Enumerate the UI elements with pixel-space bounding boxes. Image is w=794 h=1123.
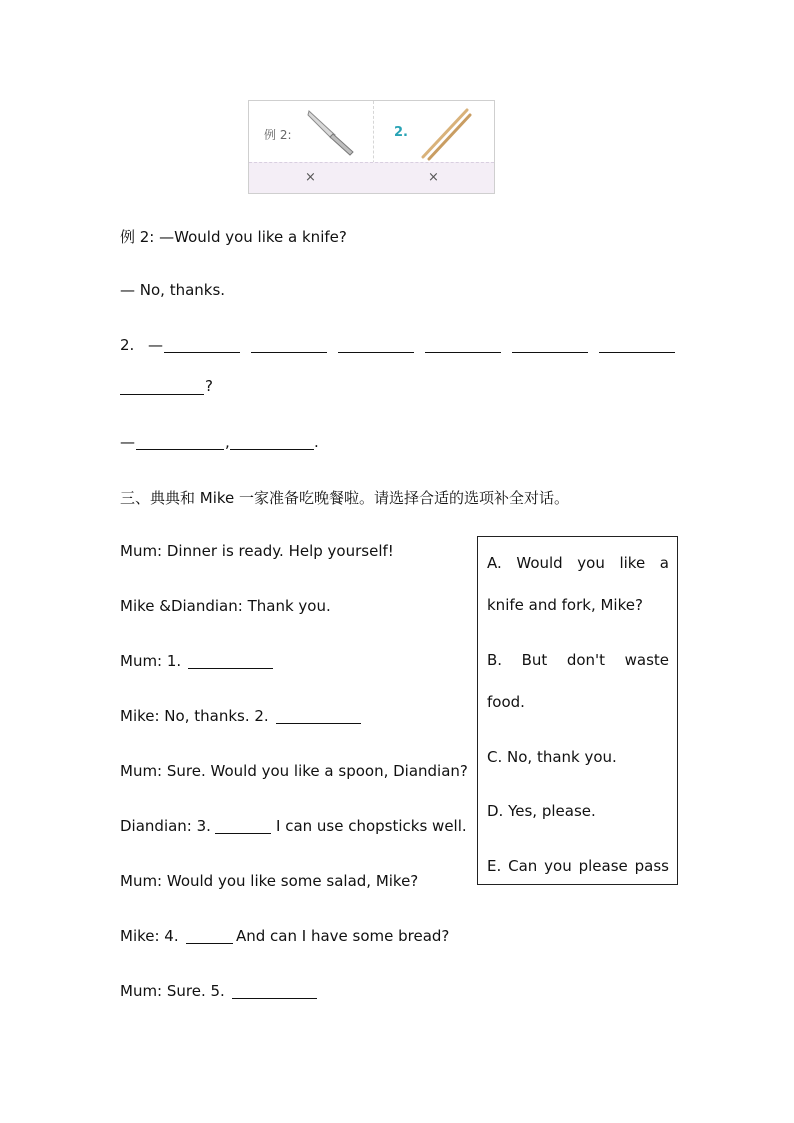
question-mark: ? (205, 377, 213, 395)
word-blank-7[interactable] (120, 380, 204, 395)
example-cross-mark: × (305, 170, 316, 185)
dialogue-blank-5[interactable] (232, 984, 317, 999)
dialogue-line-6-rest: I can use chopsticks well. (276, 817, 467, 835)
word-blank-2[interactable] (251, 338, 327, 353)
item-cross-mark: × (428, 170, 439, 185)
answer-blank-2[interactable] (230, 435, 314, 450)
example-label: 例 2: (264, 128, 292, 142)
section-3-title: 三、典典和 Mike 一家准备吃晚餐啦。请选择合适的选项补全对话。 (120, 489, 570, 507)
answer-comma: , (225, 433, 230, 451)
options-box (477, 536, 678, 885)
dialogue-line-8-rest: And can I have some bread? (236, 927, 450, 945)
option-b-line-2: food. (487, 693, 525, 711)
dialogue-line-7: Mum: Would you like some salad, Mike? (120, 872, 419, 890)
option-c: C. No, thank you. (487, 748, 617, 766)
dialogue-line-4: Mike: No, thanks. 2. (120, 707, 269, 725)
word-blank-1[interactable] (164, 338, 240, 353)
picture-table (248, 100, 495, 194)
answer-blank-1[interactable] (136, 435, 224, 450)
option-d: D. Yes, please. (487, 802, 596, 820)
question-2-dash: — (148, 336, 163, 354)
dialogue-blank-4[interactable] (186, 929, 233, 944)
word-blank-5[interactable] (512, 338, 588, 353)
knife-icon (305, 107, 357, 157)
item-number: 2. (394, 125, 408, 140)
dialogue-line-3: Mum: 1. (120, 652, 182, 670)
option-e-line-1: E. Can you please pass (487, 857, 669, 875)
dialogue-blank-1[interactable] (188, 654, 273, 669)
chopsticks-icon (417, 107, 473, 161)
word-blank-6[interactable] (599, 338, 675, 353)
word-blank-3[interactable] (338, 338, 414, 353)
example-question: 例 2: —Would you like a knife? (120, 228, 347, 246)
dialogue-blank-3[interactable] (215, 819, 271, 834)
question-2-number: 2. (120, 336, 135, 354)
answer-period: . (314, 433, 319, 451)
dialogue-blank-2[interactable] (276, 709, 361, 724)
option-a-line-1: A. Would you like a (487, 554, 669, 572)
dialogue-line-2: Mike &Diandian: Thank you. (120, 597, 331, 615)
dialogue-line-5: Mum: Sure. Would you like a spoon, Diandian? (120, 762, 468, 780)
dialogue-line-1: Mum: Dinner is ready. Help yourself! (120, 542, 394, 560)
dialogue-line-8: Mike: 4. (120, 927, 179, 945)
option-a-line-2: knife and fork, Mike? (487, 596, 643, 614)
dialogue-line-9: Mum: Sure. 5. (120, 982, 225, 1000)
word-blank-4[interactable] (425, 338, 501, 353)
answer-dash: — (120, 433, 135, 451)
dialogue-line-6: Diandian: 3. (120, 817, 211, 835)
example-answer: — No, thanks. (120, 281, 226, 299)
answer-row (249, 162, 494, 193)
option-b-line-1: B. But don't waste (487, 651, 669, 669)
